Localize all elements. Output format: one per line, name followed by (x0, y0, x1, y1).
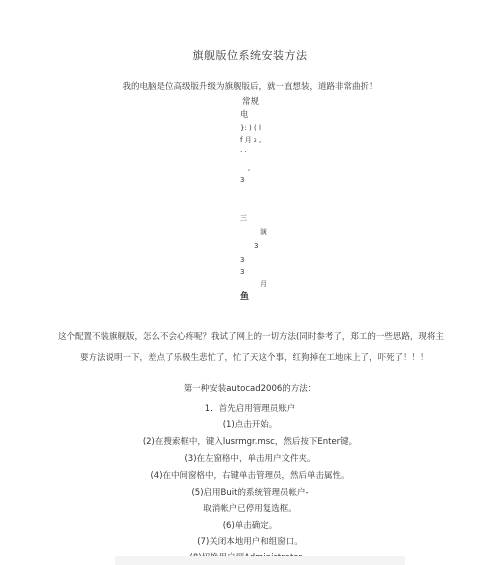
faded-footer-strip (115, 556, 405, 565)
glyph-fragment: }: ) ( l (240, 124, 261, 132)
paragraph-line: 要方法说明一下，差点了乐极生悲忙了，忙了天这个事，红狗掉在工地床上了，吓死了！！！ (80, 353, 429, 363)
step-line: 1．首先启用管理员账户 (204, 404, 296, 414)
paragraph-line: 这个配置不装旗舰版，怎么不会心疼呢？我试了网上的一切方法(同时参考了，郑工的一些思路，现将主 (58, 332, 444, 342)
glyph-fragment: 三 (240, 214, 247, 222)
step-line: 取消帐户已停用复选框。 (203, 504, 297, 514)
step-line: (2)在搜索框中，键入lusrmgr.msc，然后按下Enter键。 (142, 437, 358, 447)
glyph-fragment: · · (240, 148, 247, 156)
step-line: (3)在左窗格中，单击用户文件夹。 (184, 454, 316, 464)
glyph-fragment: 电 (240, 110, 249, 120)
glyph-fragment: 月 (260, 280, 267, 288)
step-line: (7)关闭本地用户和组窗口。 (197, 537, 303, 547)
glyph-fragment: 鱼 (240, 292, 250, 302)
glyph-fragment: 3 (240, 268, 245, 276)
glyph-fragment: 3 (240, 256, 245, 264)
document-title: 旗舰版位系统安装方法 (192, 49, 308, 62)
method-title: 第一种安装autocad2006的方法： (183, 384, 317, 394)
step-line: (4)在中间窗格中，右键单击管理员，然后单击属性。 (150, 471, 350, 481)
intro-line: 我的电脑是位高级版升级为旗舰版后，就一直想装，道路非常曲折！ (122, 82, 378, 92)
step-line: (6)单击确定。 (222, 521, 278, 531)
body-paragraph (58, 327, 458, 369)
glyph-fragment: 常规 (242, 97, 260, 107)
step-line: (1)点击开始。 (222, 420, 278, 430)
glyph-fragment: 演 (260, 228, 267, 236)
step-line: (5)启用Buit的系统管理员帐户- (191, 488, 309, 498)
glyph-fragment: 3 (254, 242, 259, 250)
glyph-fragment: f 月 ₂ , (240, 136, 262, 144)
glyph-fragment: ' (248, 168, 250, 176)
glyph-fragment: 3 (240, 176, 245, 184)
